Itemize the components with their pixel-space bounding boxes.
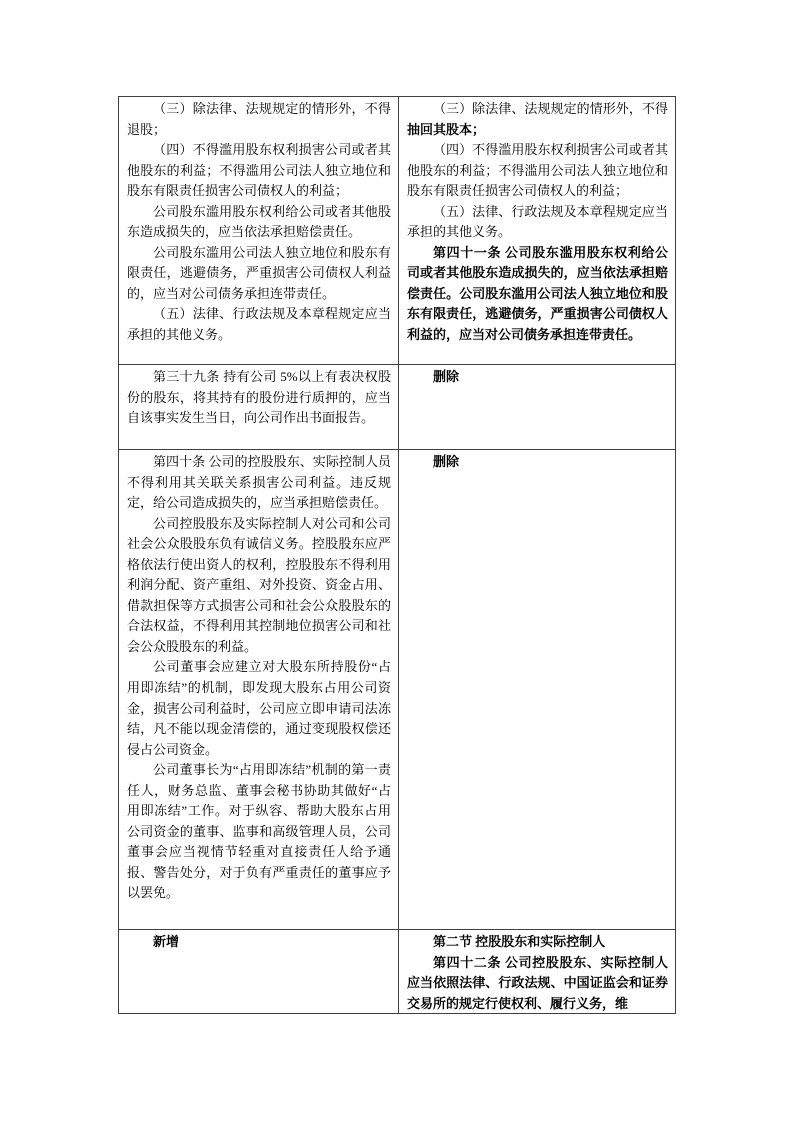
paragraph (127, 99, 391, 140)
paragraph (407, 243, 668, 346)
paragraph (127, 657, 391, 760)
table-row (119, 97, 676, 365)
paragraph (407, 202, 668, 243)
cell-content (127, 932, 391, 1013)
text-run: （四）不得滥用股东权利损害公司或者其他股东的利益；不得滥用公司法人独立地位和股东有限责任损害公司债权人的利益； (407, 142, 668, 199)
bold-text-run: 新增 (153, 934, 180, 949)
paragraph (127, 932, 391, 953)
paragraph (407, 140, 668, 202)
original-clause-cell (119, 450, 399, 930)
table-row (119, 930, 676, 1014)
original-clause-cell (119, 97, 399, 365)
revised-clause-cell (399, 97, 676, 365)
revised-clause-cell (399, 365, 676, 450)
paragraph (127, 202, 391, 243)
text-run: 公司控股股东及实际控制人对公司和公司社会公众股股东负有诚信义务。控股股东应严格依法行使出资人的权利，控股股东不得利用利润分配、资产重组、对外投资、资金占用、借款担保等方式损害公司和社会公众股股东的合法权益，不得利用其控制地位损害公司和社会公众股股东的利益。 (127, 515, 391, 654)
cell-content (407, 452, 668, 929)
text-run: （三）除法律、法规规定的情形外，不得 (433, 101, 668, 116)
paragraph (407, 932, 668, 953)
original-clause-cell (119, 365, 399, 450)
table-row (119, 450, 676, 930)
paragraph (127, 140, 391, 202)
original-clause-cell (119, 930, 399, 1014)
text-run: （五）法律、行政法规及本章程规定应当承担的其他义务。 (127, 306, 391, 343)
cell-content (407, 932, 668, 1013)
paragraph (127, 452, 391, 514)
text-run: 公司董事会应建立对大股东所持股份“占用即冻结”的机制，即发现大股东占用公司资金，损害公司利益时，公司应立即申请司法冻结，凡不能以现金清偿的，通过变现股权偿还侵占公司资金。 (127, 659, 391, 757)
comparison-table-body (119, 97, 676, 1014)
bold-text-run: 抽回其股本； (407, 121, 486, 137)
cell-content (127, 367, 391, 449)
bold-text-run: 删除 (433, 454, 460, 469)
revised-clause-cell (399, 450, 676, 930)
bold-text-run: 第二节 控股股东和实际控制人 (433, 934, 606, 949)
text-run: （四）不得滥用股东权利损害公司或者其他股东的利益；不得滥用公司法人独立地位和股东有限责任损害公司债权人的利益； (127, 142, 391, 199)
text-run: 公司股东滥用股东权利给公司或者其他股东造成损失的，应当依法承担赔偿责任。 (127, 203, 391, 240)
text-run: 公司董事长为“占用即冻结”机制的第一责任人，财务总监、董事会秘书协助其做好“占用即冻结”工作。对于纵容、帮助大股东占用公司资金的董事、监事和高级管理人员，公司董事会应当视情节轻重对直接责任人给予通报、警告处分，对于负有严重责任的董事应予以罢免。 (127, 762, 391, 901)
paragraph (407, 452, 668, 473)
text-run: 第三十九条 持有公司 5%以上有表决权股份的股东，将其持有的股份进行质押的，应当自该事实发生当日，向公司作出书面报告。 (127, 369, 391, 426)
paragraph (407, 367, 668, 388)
cell-content (407, 367, 668, 449)
cell-content (127, 99, 391, 364)
text-run: （五）法律、行政法规及本章程规定应当承担的其他义务。 (407, 203, 668, 240)
text-run: 公司股东滥用公司法人独立地位和股东有限责任，逃避债务，严重损害公司债权人利益的，应当对公司债务承担连带责任。 (127, 244, 391, 301)
paragraph (127, 760, 391, 904)
cell-content (407, 99, 668, 364)
table-row (119, 365, 676, 450)
revised-clause-cell (399, 930, 676, 1014)
paragraph (127, 367, 391, 429)
bold-text-run: 第四十二条 公司控股股东、实际控制人应当依照法律、行政法规、中国证监会和证券交易所的规定行使权利、履行义务，维 (407, 954, 668, 1011)
text-run: （三）除法律、法规规定的情形外，不得退股； (127, 101, 391, 137)
paragraph (127, 243, 391, 305)
paragraph (407, 953, 668, 1013)
bold-text-run: 删除 (433, 369, 460, 384)
paragraph (407, 99, 668, 140)
paragraph (127, 514, 391, 658)
paragraph (127, 304, 391, 345)
cell-content (127, 452, 391, 929)
text-run: 第四十条 公司的控股股东、实际控制人员不得利用其关联关系损害公司利益。违反规定，给公司造成损失的，应当承担赔偿责任。 (127, 454, 391, 511)
bold-text-run: 第四十一条 公司股东滥用股东权利给公司或者其他股东造成损失的，应当依法承担赔偿责任。公司股东滥用公司法人独立地位和股东有限责任，逃避债务，严重损害公司债权人利益的，应当对公司债务承担连带责任。 (407, 244, 668, 343)
comparison-table (118, 96, 676, 1014)
